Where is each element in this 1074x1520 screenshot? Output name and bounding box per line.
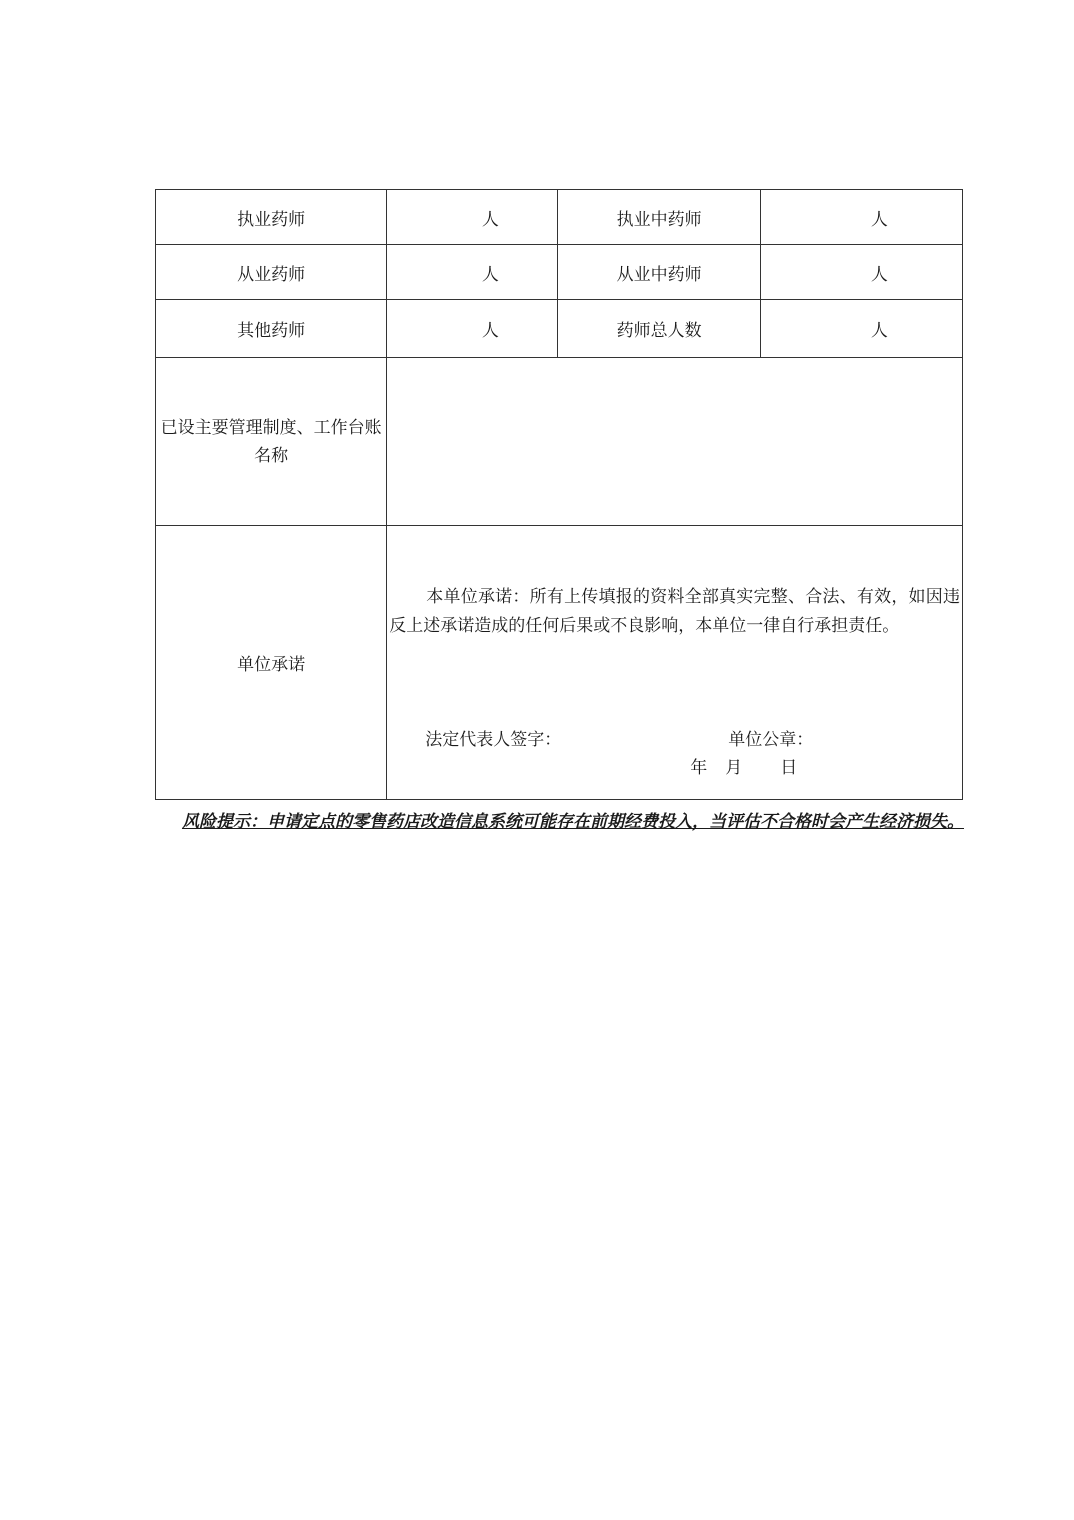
date-line [690, 753, 797, 778]
licensed-tcm-pharmacist-label: 执业中药师 [558, 190, 760, 245]
unit-seal-label: 单位公章： [728, 730, 814, 750]
unit-label: 人 [870, 264, 888, 285]
pharmacy-form-table [155, 189, 963, 800]
other-pharmacist-label: 其他药师 [156, 300, 387, 358]
commitment-statement: 本单位承诺：所有上传填报的资料全部真实完整、合法、有效，如因违反上述承诺造成的任何后果或不良影响，本单位一律自行承担责任。 [389, 587, 960, 636]
unit-label: 人 [481, 321, 499, 341]
practicing-tcm-pharmacist-label: 从业中药师 [558, 245, 760, 300]
commitment-label: 单位承诺 [156, 526, 387, 800]
total-pharmacist-label: 药师总人数 [558, 300, 760, 358]
licensed-pharmacist-label: 执业药师 [156, 190, 387, 245]
table-row [156, 245, 963, 300]
practicing-pharmacist-count-field[interactable] [387, 245, 558, 300]
date-day-label: 日 [780, 758, 798, 778]
date-month-label: 月 [725, 758, 743, 778]
unit-label: 人 [870, 321, 888, 341]
table-row [156, 190, 963, 245]
management-system-label: 已设主要管理制度、工作台账名称 [156, 358, 387, 526]
unit-label: 人 [481, 264, 499, 285]
licensed-pharmacist-count-field[interactable] [387, 190, 558, 245]
table-row [156, 300, 963, 358]
unit-label: 人 [481, 209, 499, 230]
date-year-label: 年 [690, 758, 708, 778]
table-row [156, 358, 963, 526]
risk-notice: 风险提示：申请定点的零售药店改造信息系统可能存在前期经费投入，当评估不合格时会产生经济损失。 [182, 812, 964, 832]
total-pharmacist-count-field[interactable] [760, 300, 962, 358]
unit-label: 人 [870, 209, 888, 230]
practicing-tcm-pharmacist-count-field[interactable] [760, 245, 962, 300]
commitment-cell [387, 526, 963, 800]
other-pharmacist-count-field[interactable] [387, 300, 558, 358]
practicing-pharmacist-label: 从业药师 [156, 245, 387, 300]
legal-representative-signature-label: 法定代表人签字： [425, 730, 562, 750]
table-row [156, 526, 963, 800]
management-system-field[interactable] [387, 358, 963, 526]
licensed-tcm-pharmacist-count-field[interactable] [760, 190, 962, 245]
